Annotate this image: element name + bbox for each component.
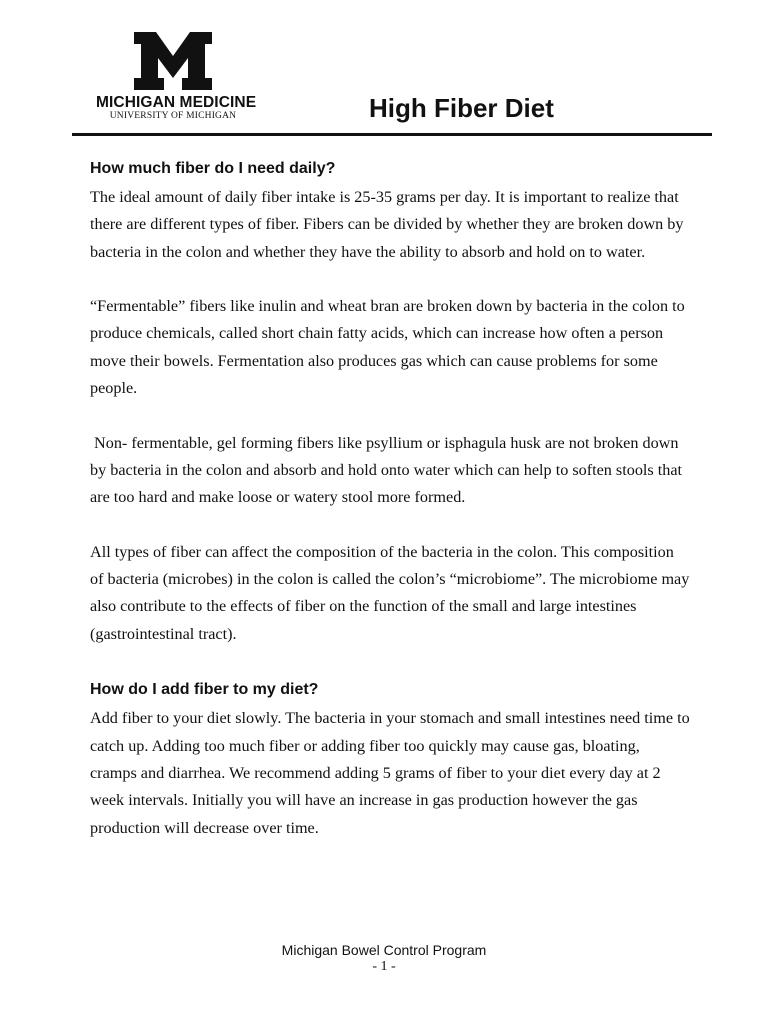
- paragraph: Non- fermentable, gel forming fibers like psyllium or isphagula husk are not broken down by bacteria in the colon and absorb and hold onto water which can help to soften stools that are too hard and make loose or watery stool more formed.: [90, 433, 687, 507]
- org-subtitle: UNIVERSITY OF MICHIGAN: [109, 111, 237, 121]
- header-divider: [72, 133, 712, 136]
- paragraph: Add fiber to your diet slowly. The bacteria in your stomach and small intestines need time to catch up. Adding too much fiber or adding fiber too quickly may cause gas, bloating, cramps and diarrhea. We recommend adding 5 grams of fiber to your diet every day at 2 week intervals. Initially you will have an increase in gas production however the gas production will decrease over time.: [90, 709, 690, 837]
- paragraph: “Fermentable” fibers like inulin and wheat bran are broken down by bacteria in the colon to produce chemicals, called short chain fatty acids, which can increase how often a person move their bowels. Fermentation also produces gas which can cause problems for some people.: [90, 297, 685, 398]
- block-m-logo-icon: [132, 30, 214, 92]
- section-heading: How much fiber do I need daily?: [90, 160, 336, 177]
- page-footer: [0, 941, 768, 975]
- logo: [96, 30, 257, 122]
- paragraph: All types of fiber can affect the composition of the bacteria in the colon. This composition of bacteria (microbes) in the colon is called the colon’s “microbiome”. The microbiome may also contribute to the effects of fiber on the function of the small and large intestines (gastrointestinal tract).: [90, 542, 690, 643]
- page-number: - 1 -: [372, 959, 396, 974]
- document-body: [90, 154, 690, 842]
- page-title: High Fiber Diet: [369, 93, 554, 123]
- paragraph: The ideal amount of daily fiber intake is 25-35 grams per day. It is important to realize that there are different types of fiber. Fibers can be divided by whether they are broken down by bacteria in the colon and whether they have the ability to absorb and hold on to water.: [90, 188, 684, 261]
- footer-program-name: Michigan Bowel Control Program: [281, 942, 487, 958]
- section-heading: How do I add fiber to my diet?: [90, 681, 319, 699]
- org-name: MICHIGAN MEDICINE: [96, 94, 257, 111]
